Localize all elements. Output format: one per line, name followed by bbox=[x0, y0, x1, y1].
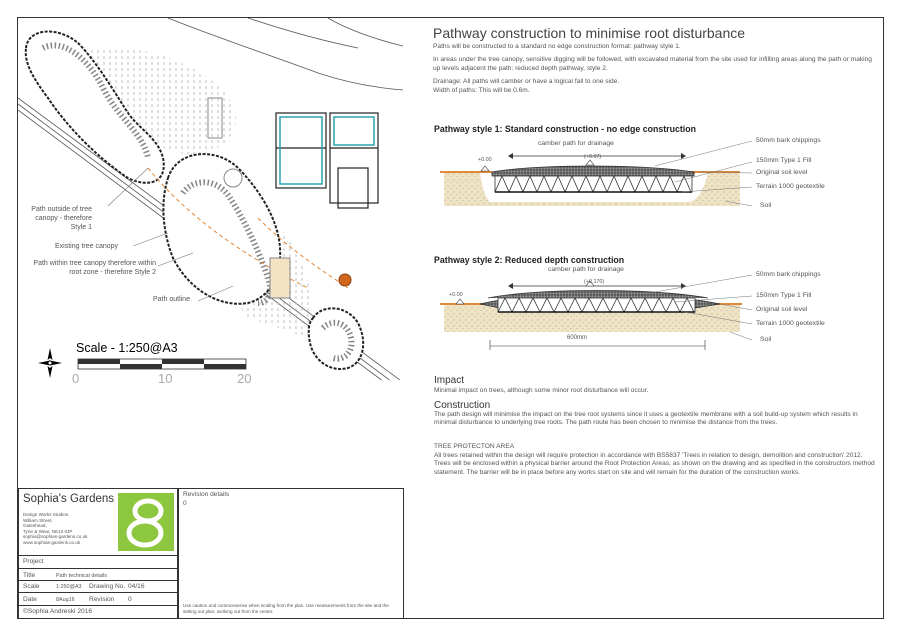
date-label: Date bbox=[23, 596, 37, 603]
section1-layer-geotextile: Terrain 1000 geotextile bbox=[756, 183, 825, 190]
scale-tick-10: 10 bbox=[158, 371, 173, 386]
intro-line: Width of paths: This will be 0.6m. bbox=[433, 86, 530, 94]
project-label: Project bbox=[23, 558, 44, 565]
copyright: ©Sophia Andreski 2016 bbox=[23, 608, 93, 615]
compass-icon bbox=[36, 346, 64, 380]
intro-line: Paths will be constructed to a standard no edge construction format: pathway style 1. bbox=[433, 43, 681, 50]
drawing-label: Drawing No. bbox=[89, 583, 126, 590]
scale-tick-0: 0 bbox=[72, 371, 80, 386]
address-line: www.sophias-gardens.co.uk bbox=[23, 539, 81, 545]
tb-divider bbox=[18, 580, 178, 581]
revision-details-label: Revision details bbox=[183, 491, 230, 498]
sheet-title: Pathway construction to minimise root disturbance bbox=[433, 25, 746, 41]
construction-text: The path design will minimise the impact on the tree root systems since it uses a geotextile membrane with a soil build-up system which results in minimal disturbance to underlying tree roots. The path route has been chosen to minimise the distance from the trees. bbox=[434, 411, 858, 427]
tb-divider bbox=[18, 568, 178, 569]
section1-layer-bark: 50mm bark chippings bbox=[756, 137, 821, 144]
scaling-disclaimer: Use caution and commonsense when scaling from the plan. Use measurements from the site and the setting out plan, working out from the center. bbox=[183, 603, 389, 614]
label-existing-canopy: Existing tree canopy bbox=[55, 243, 119, 250]
section2-level-left: +0.00 bbox=[449, 292, 463, 298]
intro-line: Drainage: All paths will camber or have a logical fall to one side. bbox=[433, 78, 620, 86]
address-line: Design Works Studios bbox=[23, 512, 69, 517]
revision-label: Revision bbox=[89, 596, 115, 603]
section1-layer-soil: Soil bbox=[760, 202, 772, 209]
construction-heading: Construction bbox=[434, 400, 491, 411]
date-value: 8Aug16 bbox=[56, 597, 75, 603]
section1-diagram bbox=[440, 136, 880, 216]
revision-block bbox=[178, 488, 404, 619]
company-name: Sophia's Gardens bbox=[23, 493, 115, 505]
section2-layer-soil-level: Original soil level bbox=[756, 306, 808, 313]
label-within-canopy: Path within tree canopy therefore within root zone - therefore Style 2 bbox=[33, 260, 156, 276]
title-label: Title bbox=[23, 572, 36, 579]
title-value: Path technical details bbox=[56, 573, 107, 579]
tpa-text: All trees retained within the design will require protection in accordance with BS5837 'Trees in relation to design, demolition and construction' 2012. Trees will be enclosed within a physical barrier around the Root Protection Areas, as shown on the drawing and as specified in the constructors method statement. The barrier will be in place before any works start on site and will remain for the duration of the construction works. bbox=[434, 452, 875, 476]
address-line: Tyne & Wear, NE10 0JP bbox=[23, 528, 73, 534]
company-address bbox=[23, 512, 87, 546]
tb-divider bbox=[18, 605, 178, 606]
address-line: Gateshead, bbox=[23, 523, 47, 529]
section2-layer-soil: Soil bbox=[760, 336, 772, 343]
tb-divider bbox=[18, 592, 178, 593]
site-plan bbox=[18, 18, 403, 380]
section1-layer-fill: 150mm Type 1 Fill bbox=[756, 157, 812, 164]
tpa-heading: TREE PROTECTON AREA bbox=[434, 443, 515, 450]
section2-level-top: (+0.170) bbox=[584, 279, 605, 285]
section2-title bbox=[434, 255, 624, 265]
label-path-outline: Path outline bbox=[153, 296, 190, 303]
impact-text: Minimal impact on trees, although some minor root disturbance will occur. bbox=[434, 387, 649, 394]
scale-field-value: 1:250@A3 bbox=[56, 584, 82, 590]
scale-tick-20: 20 bbox=[237, 371, 252, 386]
scale-bar bbox=[74, 358, 254, 370]
section1-title: Pathway style 1: Standard construction - no edge construction bbox=[434, 124, 696, 134]
scale-label: Scale - 1:250@A3 bbox=[76, 341, 178, 355]
company-logo bbox=[118, 493, 174, 551]
section2-camber-label: camber path for drainage bbox=[548, 266, 624, 273]
intro-text bbox=[433, 43, 873, 95]
address-line: William Street, bbox=[23, 517, 53, 523]
tree-marker bbox=[339, 274, 351, 286]
revision-value: 0 bbox=[128, 596, 132, 603]
section2-diagram bbox=[440, 270, 880, 350]
section1-layer-soil-level: Original soil level bbox=[756, 169, 808, 176]
section2-layer-fill: 150mm Type 1 Fill bbox=[756, 292, 812, 299]
section1-level-top: (+0.07) bbox=[584, 154, 602, 160]
feature-bed bbox=[270, 258, 290, 298]
scale-field-label: Scale bbox=[23, 583, 40, 590]
impact-heading: Impact bbox=[434, 375, 465, 386]
section2-title-a: Pathway style 2: bbox=[434, 255, 505, 265]
address-line: sophia@sophias-gardens.co.uk bbox=[23, 534, 88, 540]
revision-details-value: 0 bbox=[183, 500, 187, 507]
tb-divider bbox=[18, 555, 178, 556]
section2-title-b: Reduced depth construction bbox=[504, 255, 625, 265]
drawing-value: 04/16 bbox=[128, 583, 145, 590]
section1-camber-label: camber path for drainage bbox=[538, 140, 614, 147]
section2-width: 600mm bbox=[567, 335, 588, 341]
section1-level-left: +0.00 bbox=[478, 157, 492, 163]
section2-layer-geotextile: Terrain 1000 geotextile bbox=[756, 320, 825, 327]
label-outside-canopy: Path outside of tree canopy - therefore Style 1 bbox=[31, 206, 92, 231]
intro-line: In areas under the tree canopy, sensitive digging will be followed, with excavated material from the site used for infilling areas along the path or making up levels adjacent the path: reduced depth pathway, style 2. bbox=[433, 56, 872, 72]
section2-layer-bark: 50mm bark chippings bbox=[756, 271, 821, 278]
